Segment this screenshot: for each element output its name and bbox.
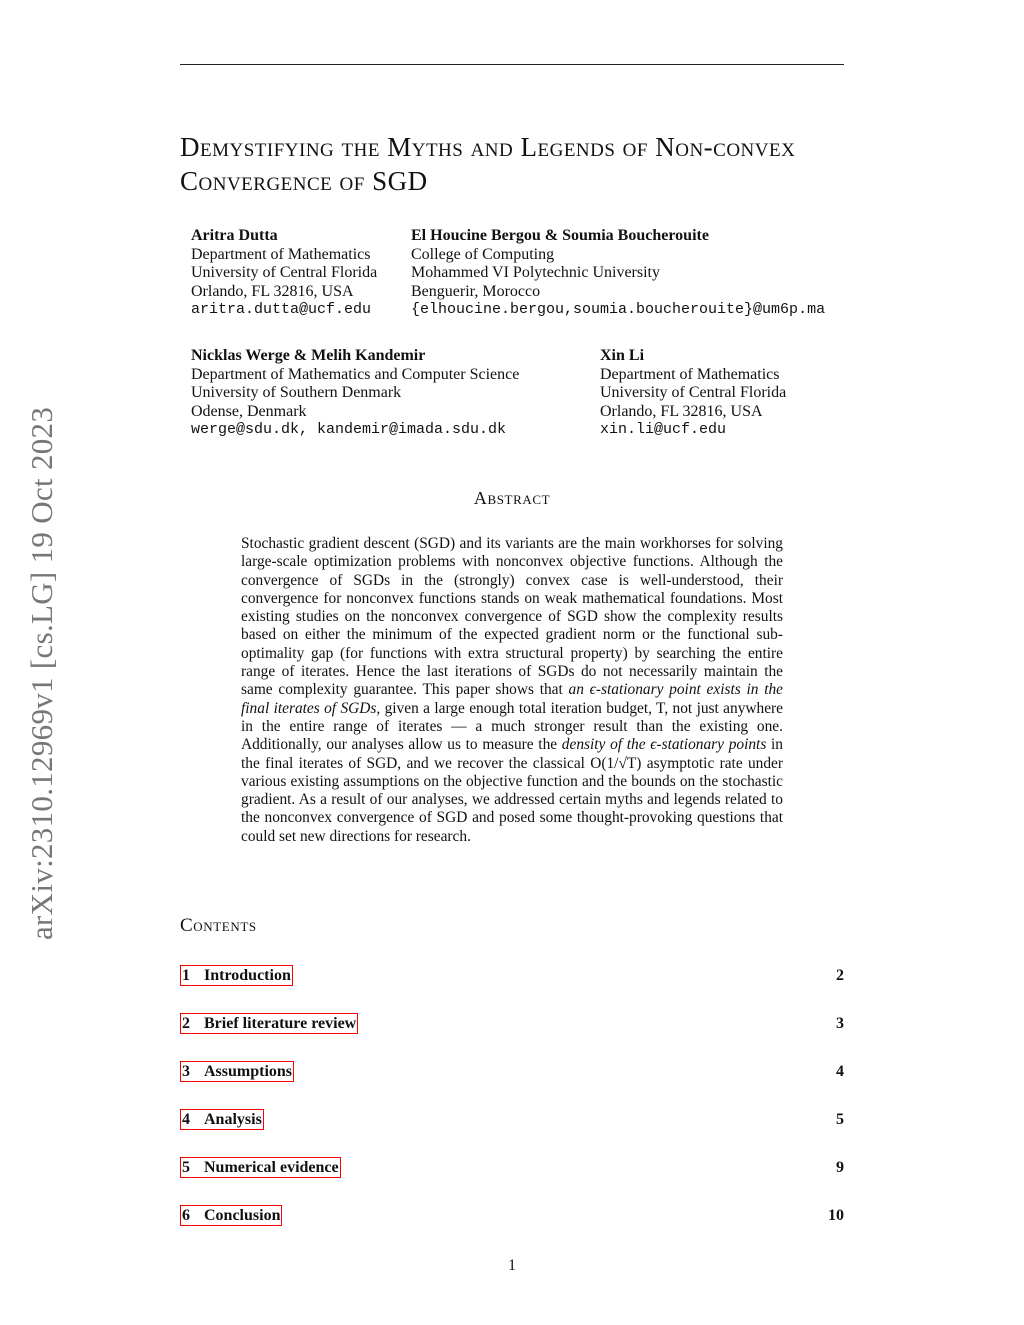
toc-number: 5: [182, 1159, 190, 1176]
table-of-contents: [180, 962, 844, 1250]
toc-label: Brief literature review: [204, 1015, 357, 1032]
author-location: Orlando, FL 32816, USA: [191, 282, 354, 300]
toc-label: Analysis: [204, 1111, 262, 1128]
toc-number: 1: [182, 967, 190, 984]
author-department: Department of Mathematics: [191, 245, 371, 263]
abstract-text: in the final iterates of SGD, and we recover the classical O(1/√T) asymptotic rate under various existing assumptions on the objective function and the bounds on the stochastic gradient. As a result of our analyses, we addressed certain myths and legends related to the nonconvex convergence of SGD and posed some thought-provoking questions that could set new directions for research.: [241, 736, 783, 845]
toc-link-literature-review[interactable]: [180, 1013, 358, 1034]
author-department: Department of Mathematics: [600, 365, 780, 383]
author-block-1: [191, 227, 377, 320]
toc-page-number: 4: [836, 1063, 844, 1080]
abstract-emphasis: an ϵ-stationary point exists in the final iterates of SGDs,: [241, 681, 783, 717]
top-rule: [180, 64, 844, 65]
paper-title: Demystifying the Myths and Legends of Non-convex Convergence of SGD: [180, 132, 796, 196]
toc-page-number: 5: [836, 1111, 844, 1128]
toc-page-number: 10: [828, 1207, 844, 1224]
toc-link-introduction[interactable]: [180, 965, 293, 986]
abstract-text: given a large enough total iteration budget, T, not just anywhere in the entire range of iterates — a much stronger result than the existing one. Additionally, our analyses allow us to measure the: [241, 699, 783, 754]
author-location: Benguerir, Morocco: [411, 282, 541, 300]
abstract-body: [241, 535, 783, 846]
toc-number: 3: [182, 1063, 190, 1080]
author-email: {elhoucine.bergou,soumia.boucherouite}@um6p.ma: [411, 301, 826, 318]
author-block-4: [600, 347, 786, 440]
abstract-text: Stochastic gradient descent (SGD) and its variants are the main workhorses for solving large-scale optimization problems with nonconvex objective functions. Although the convergence of SGDs in the (strongly) convex case is well-understood, their convergence for nonconvex functions stands on weak mathematical foundations. Most existing studies on the nonconvex convergence of SGD show the complexity results based on either the minimum of the expected gradient norm or the functional sub-optimality gap (for functions with extra structural property) by searching the entire range of iterates. Hence the last iterations of SGDs do not necessarily maintain the same complexity guarantee. This paper shows that: [241, 535, 783, 699]
toc-row: [180, 1106, 844, 1154]
author-name: Xin Li: [600, 347, 645, 364]
toc-page-number: 2: [836, 967, 844, 984]
toc-number: 4: [182, 1111, 190, 1128]
toc-label: Numerical evidence: [204, 1159, 339, 1176]
author-email: aritra.dutta@ucf.edu: [191, 301, 372, 318]
author-name: El Houcine Bergou & Soumia Boucherouite: [411, 227, 709, 244]
author-email: werge@sdu.dk, kandemir@imada.sdu.dk: [191, 421, 507, 438]
toc-row: [180, 962, 844, 1010]
toc-number: 6: [182, 1207, 190, 1224]
abstract-emphasis: density of the ϵ-stationary points: [561, 736, 767, 754]
toc-row: [180, 1058, 844, 1106]
author-institution: University of Central Florida: [600, 384, 787, 401]
author-location: Orlando, FL 32816, USA: [600, 402, 763, 420]
toc-label: Introduction: [204, 967, 291, 984]
toc-number: 2: [182, 1015, 190, 1032]
author-institution: Mohammed VI Polytechnic University: [411, 264, 660, 281]
author-block-2: [411, 227, 825, 320]
toc-link-conclusion[interactable]: [180, 1205, 282, 1226]
author-department: College of Computing: [411, 245, 555, 263]
page-number: 1: [508, 1257, 516, 1274]
author-name: Nicklas Werge & Melih Kandemir: [191, 347, 426, 364]
arxiv-stamp: arXiv:2310.12969v1 [cs.LG] 19 Oct 2023: [24, 406, 59, 940]
toc-page-number: 3: [836, 1015, 844, 1032]
author-location: Odense, Denmark: [191, 402, 307, 420]
author-name: Aritra Dutta: [191, 227, 278, 244]
author-institution: University of Southern Denmark: [191, 384, 402, 401]
toc-row: [180, 1154, 844, 1202]
toc-link-assumptions[interactable]: [180, 1061, 294, 1082]
toc-row: [180, 1202, 844, 1250]
toc-link-numerical-evidence[interactable]: [180, 1157, 341, 1178]
contents-heading: Contents: [180, 915, 257, 936]
author-email: xin.li@ucf.edu: [600, 421, 727, 438]
toc-label: Conclusion: [204, 1207, 281, 1224]
toc-label: Assumptions: [204, 1063, 293, 1080]
toc-link-analysis[interactable]: [180, 1109, 264, 1130]
abstract-heading: Abstract: [473, 488, 551, 508]
toc-page-number: 9: [836, 1159, 844, 1176]
author-block-3: [191, 347, 519, 440]
toc-row: [180, 1010, 844, 1058]
author-department: Department of Mathematics and Computer Science: [191, 365, 520, 383]
author-institution: University of Central Florida: [191, 264, 378, 281]
